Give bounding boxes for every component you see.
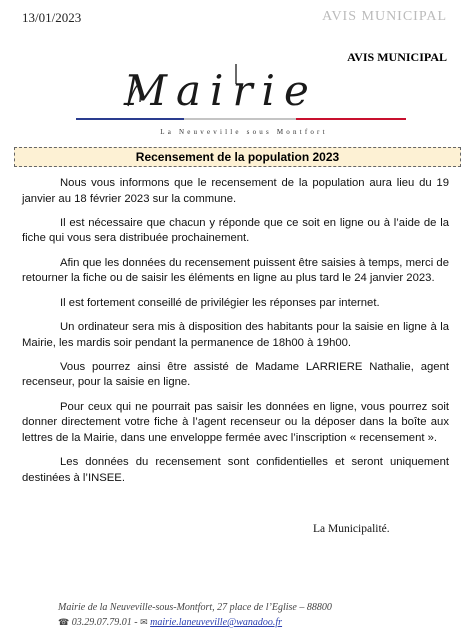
paragraph: Pour ceux qui ne pourrait pas saisir les données en ligne, vous pourrez soit donner directement votre fiche à l’agent recenseur ou la déposer dans la boîte aux lettres de la Mairie, dans une enveloppe fermée avec l’inscription « recensement ». [22, 400, 449, 444]
paragraph: Un ordinateur sera mis à disposition des habitants pour la saisie en ligne à la Mairie, les mardis soir pendant la permanence de 18h00 à 19h00. [22, 320, 449, 349]
logo-wordmark: Mairie [124, 66, 318, 115]
footer-address: Mairie de la Neuveville-sous-Montfort, 27 place de l’Eglise – 88800 [58, 602, 332, 613]
logo-tagline: La Neuveville sous Montfort [160, 128, 328, 136]
footer-separator: - [134, 617, 138, 628]
mairie-logo [76, 62, 406, 142]
phone-icon: ☎ [58, 617, 70, 627]
footer-phone: 03.29.07.79.01 [71, 617, 132, 628]
notice-heading-box [14, 147, 461, 167]
footer-contact [58, 615, 458, 630]
notice-body [22, 176, 449, 495]
avis-title: AVIS MUNICIPAL [347, 50, 447, 64]
header-watermark: AVIS MUNICIPAL [322, 9, 447, 24]
paragraph: Afin que les données du recensement puissent être saisies à temps, merci de retourner la fiche ou de saisir les éléments en ligne au plus tard le 24 janvier 2023. [22, 256, 449, 285]
paragraph: Les données du recensement sont confidentielles et seront uniquement destinées à l’INSEE. [22, 456, 449, 484]
paragraph: Vous pourrez ainsi être assisté de Madame LARRIERE Nathalie, agent recenseur, pour la saisie en ligne. [22, 360, 449, 389]
header-date: 13/01/2023 [22, 10, 82, 25]
mail-icon: ✉ [140, 617, 148, 627]
paragraph: Il est nécessaire que chacun y réponde que ce soit en ligne ou à l’aide de la fiche qui vous sera distribuée prochainement. [22, 216, 449, 245]
notice-heading: Recensement de la population 2023 [135, 150, 340, 164]
footer [58, 601, 458, 630]
signature: La Municipalité. [313, 523, 390, 535]
paragraph: Il est fortement conseillé de privilégier les réponses par internet. [60, 296, 380, 309]
footer-email-link[interactable]: mairie.laneuveville@wanadoo.fr [150, 617, 283, 628]
paragraph: Nous vous informons que le recensement de la population aura lieu du 19 janvier au 18 février 2023 sur la commune. [22, 177, 449, 205]
